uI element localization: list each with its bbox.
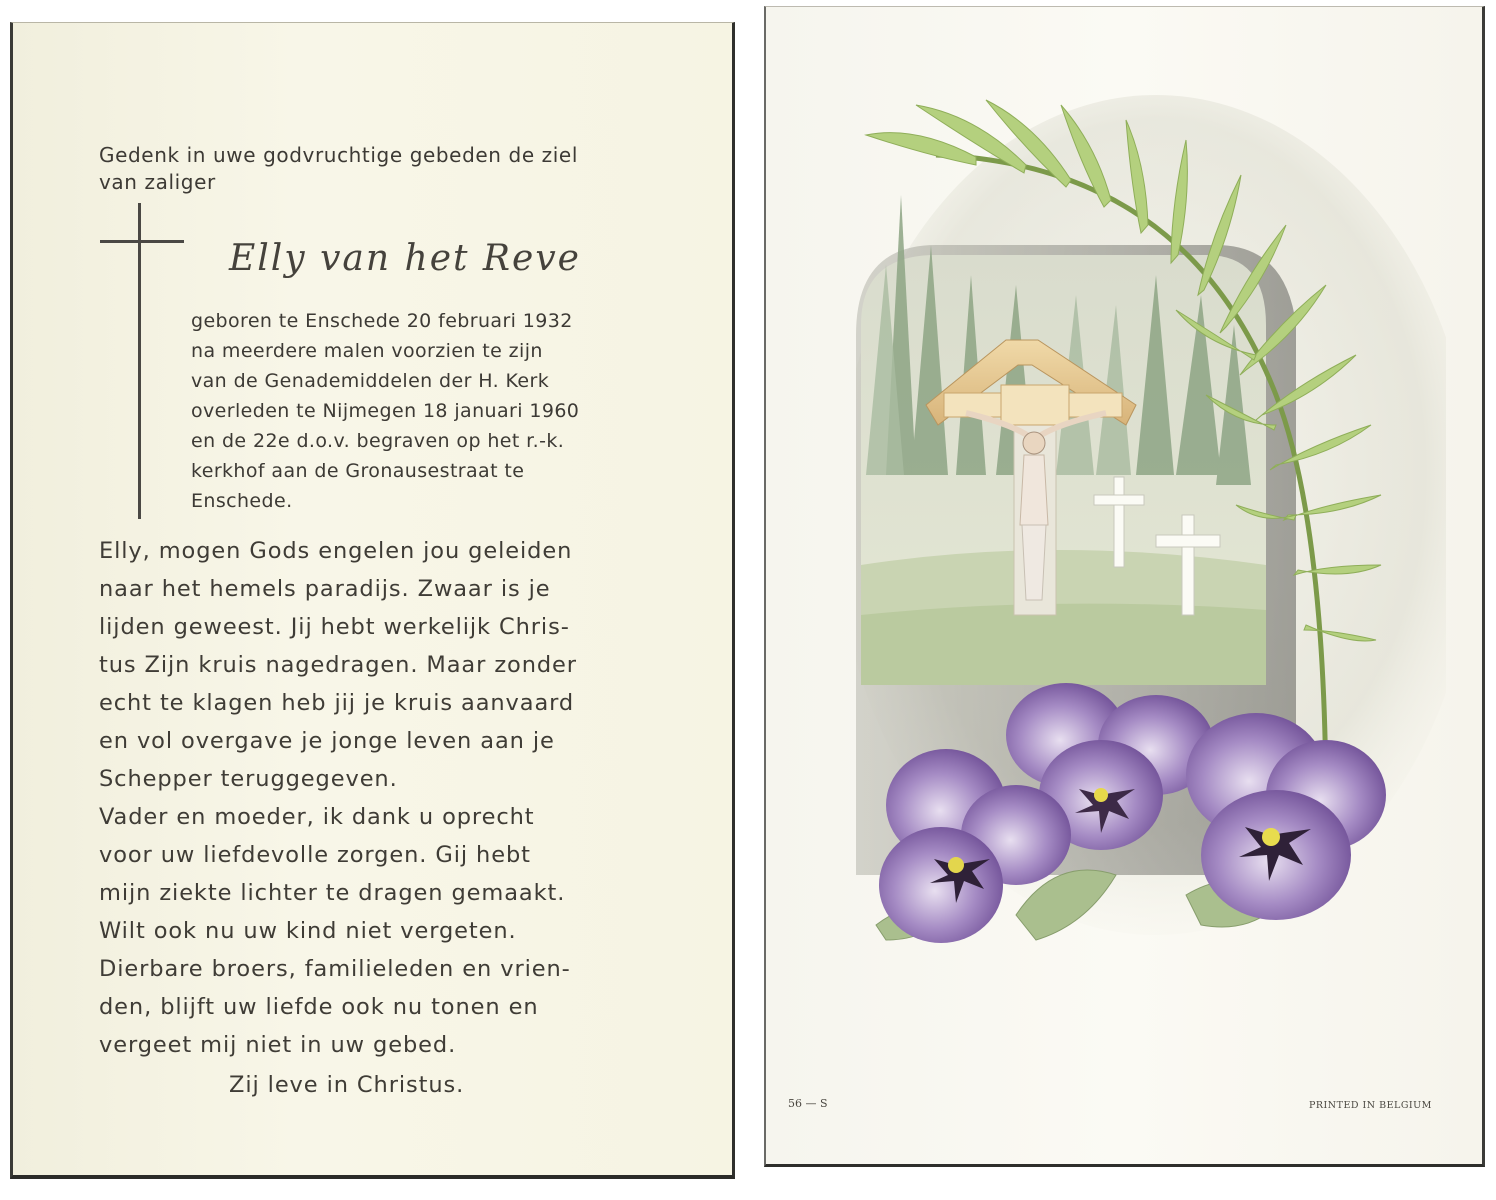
message-line: mijn ziekte lichter te dragen gemaakt. [99,880,566,906]
details-line: geboren te Enschede 20 februari 1932 [191,310,573,332]
crucifix-pansies-illustration [856,95,1446,995]
intro-line-1: Gedenk in uwe godvruchtige gebeden de ziel [99,143,578,167]
message-line: Wilt ook nu uw kind niet vergeten. [99,918,517,944]
details-line: na meerdere malen voorzien te zijn [191,340,543,362]
message-line: vergeet mij niet in uw gebed. [99,1032,457,1058]
message-line: Elly, mogen Gods engelen jou geleiden [99,538,573,564]
intro-line-2: van zaliger [99,170,216,194]
message-line: lijden geweest. Jij hebt werkelijk Chris- [99,614,570,640]
memorial-card-image-side [764,6,1485,1167]
printer-label: PRINTED IN BELGIUM [1309,1100,1432,1111]
message-line: Vader en moeder, ik dank u oprecht [99,804,535,830]
message-line: den, blijft uw liefde ook nu tonen en [99,994,539,1020]
message-line: en vol overgave je jonge leven aan je [99,728,555,754]
message-line: voor uw liefdevolle zorgen. Gij hebt [99,842,531,868]
cross-icon [138,203,141,519]
details-line: van de Genademiddelen der H. Kerk [191,370,550,392]
message-line: tus Zijn kruis nagedragen. Maar zonder [99,652,577,678]
details-line: overleden te Nijmegen 18 januari 1960 [191,400,580,422]
deceased-name: Elly van het Reve [229,238,581,279]
message-line: echt te klagen heb jij je kruis aanvaard [99,690,575,716]
details-line: kerkhof aan de Gronausestraat te [191,460,525,482]
cross-bar [100,240,184,243]
message-line: Schepper teruggegeven. [99,766,398,792]
memorial-card-text-side [10,22,735,1179]
card-code-label: 56 — S [788,1097,828,1110]
message-line: naar het hemels paradijs. Zwaar is je [99,576,551,602]
details-line: en de 22e d.o.v. begraven op het r.-k. [191,430,565,452]
details-line: Enschede. [191,490,293,512]
message-line: Dierbare broers, familieleden en vrien- [99,956,571,982]
closing-line: Zij leve in Christus. [229,1072,465,1098]
